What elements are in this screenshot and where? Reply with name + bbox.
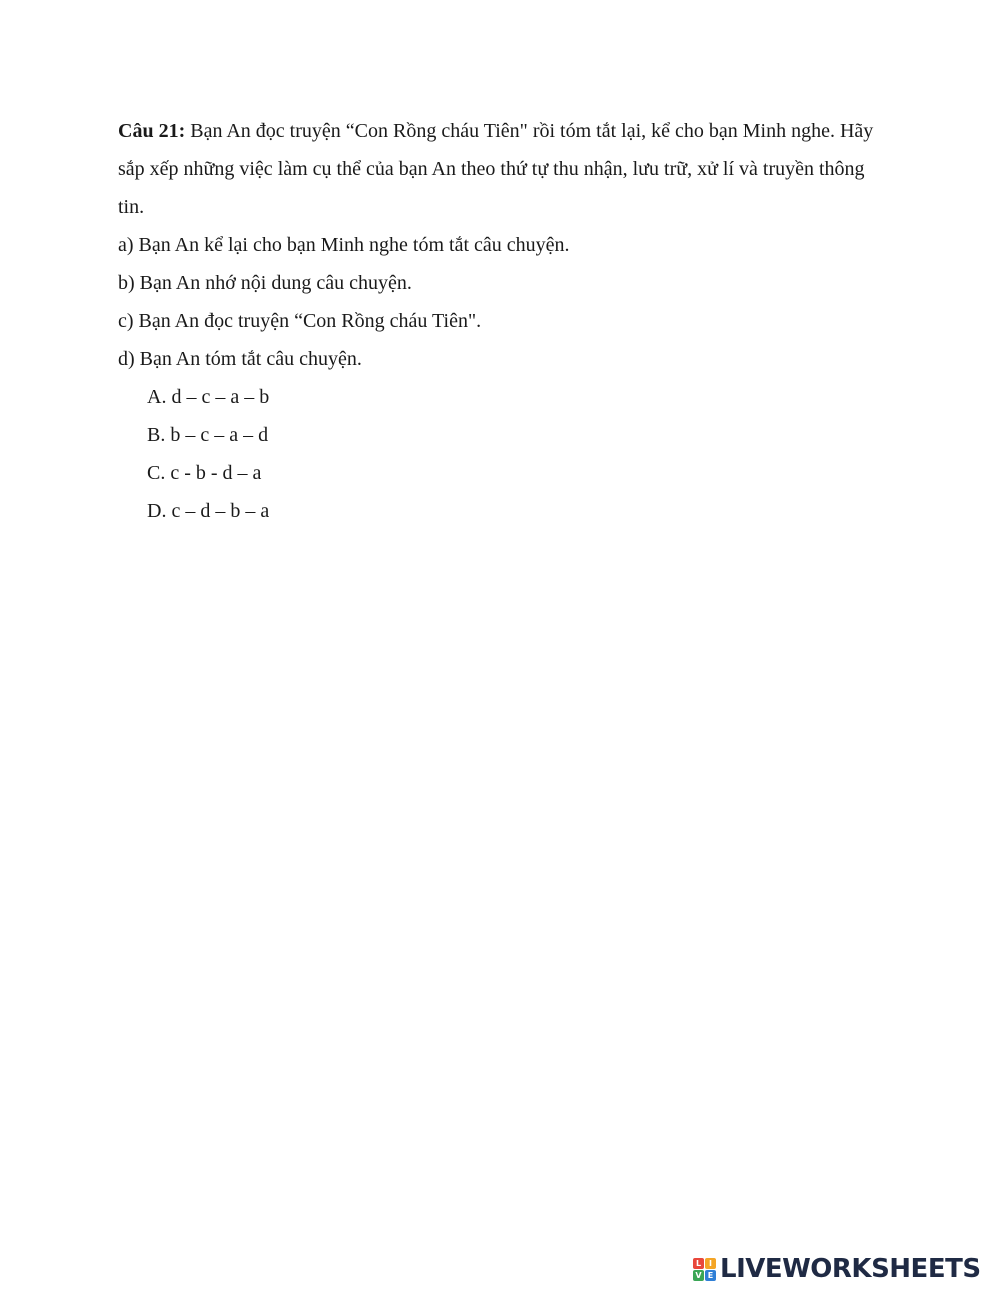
step-a: a) Bạn An kể lại cho bạn Minh nghe tóm tắt câu chuyện. (118, 234, 570, 256)
step-d: d) Bạn An tóm tắt câu chuyện. (118, 348, 362, 370)
question-stem (118, 112, 888, 226)
question-block (118, 112, 888, 530)
step-b: b) Bạn An nhớ nội dung câu chuyện. (118, 272, 412, 294)
logo-mark-tile: L (693, 1258, 704, 1269)
answer-options (118, 378, 888, 530)
question-number: Câu 21: (118, 120, 186, 142)
question-text: Bạn An đọc truyện “Con Rồng cháu Tiên" rồi tóm tắt lại, kể cho bạn Minh nghe. Hãy sắp xếp những việc làm cụ thể của bạn An theo thứ tự thu nhận, lưu trữ, xử lí và truyền thông tin. (118, 120, 874, 218)
logo-text: LIVEWORKSHEETS (720, 1254, 981, 1284)
option-c[interactable]: C. c - b - d – a (147, 462, 262, 484)
liveworksheets-logo (693, 1255, 981, 1283)
option-b[interactable]: B. b – c – a – d (147, 424, 269, 446)
step-c: c) Bạn An đọc truyện “Con Rồng cháu Tiên". (118, 310, 482, 332)
logo-mark-tile: I (705, 1258, 716, 1269)
logo-mark-tile: V (693, 1270, 704, 1281)
logo-mark-icon (693, 1258, 716, 1281)
logo-mark-tile: E (705, 1270, 716, 1281)
option-d[interactable]: D. c – d – b – a (147, 500, 270, 522)
option-a[interactable]: A. d – c – a – b (147, 386, 270, 408)
